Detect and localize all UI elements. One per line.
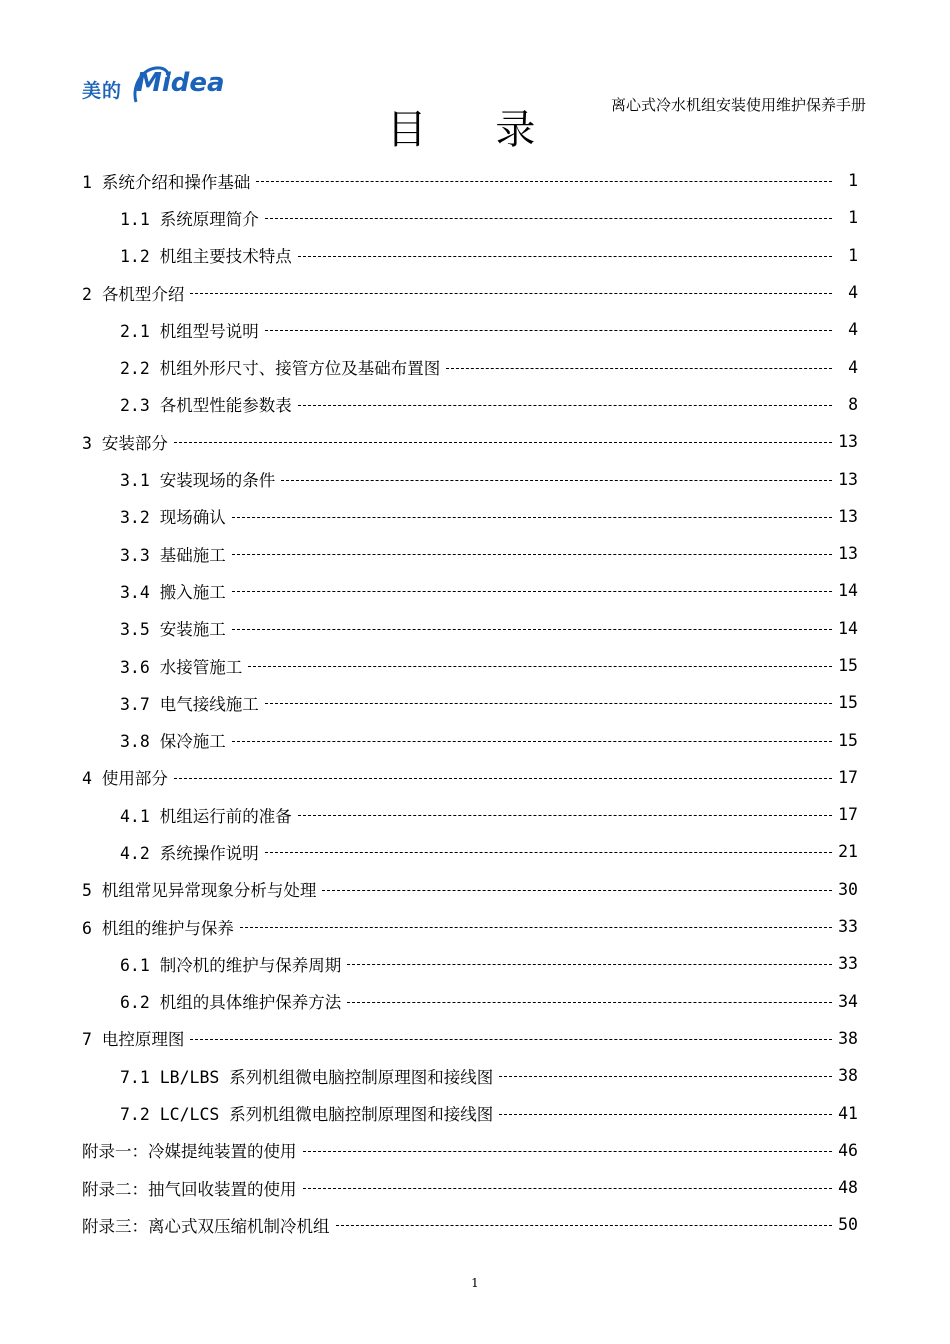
toc-leader-line — [190, 1039, 832, 1040]
toc-leader-line — [174, 778, 832, 779]
toc-entry[interactable] — [82, 274, 858, 311]
toc-entry[interactable] — [82, 1206, 858, 1243]
toc-entry-page: 15 — [838, 693, 858, 713]
toc-entry-page: 33 — [838, 917, 858, 937]
toc-leader-line — [298, 405, 832, 406]
toc-entry-title: 6 机组的维护与保养 — [82, 918, 234, 938]
toc-entry[interactable] — [82, 237, 858, 274]
toc-leader-line — [232, 591, 832, 592]
toc-entry-page: 4 — [848, 357, 858, 377]
toc-entry-title: 6.2 机组的具体维护保养方法 — [120, 993, 342, 1013]
toc-entry-page: 33 — [838, 954, 858, 974]
toc-leader-line — [232, 741, 832, 742]
toc-entry-title: 3.4 搬入施工 — [120, 582, 226, 602]
toc-entry-title: 3.6 水接管施工 — [120, 657, 243, 677]
toc-leader-line — [240, 927, 832, 928]
toc-entry-page: 17 — [838, 767, 858, 787]
toc-entry-title: 7 电控原理图 — [82, 1030, 185, 1050]
page-title: 目 录 — [386, 107, 564, 153]
logo-en-text: Midea — [136, 68, 225, 98]
toc-entry[interactable] — [82, 1169, 858, 1206]
toc-entry[interactable] — [82, 1020, 858, 1057]
table-of-contents — [82, 162, 858, 1244]
toc-entry-page: 13 — [838, 469, 858, 489]
toc-entry-page: 50 — [838, 1215, 858, 1235]
toc-leader-line — [281, 480, 832, 481]
toc-entry-page: 14 — [838, 581, 858, 601]
toc-entry[interactable] — [82, 908, 858, 945]
toc-leader-line — [232, 629, 832, 630]
toc-leader-line — [336, 1225, 833, 1226]
toc-entry-title: 1.1 系统原理简介 — [120, 209, 259, 229]
toc-leader-line — [232, 517, 832, 518]
toc-entry-page: 1 — [848, 245, 858, 265]
toc-leader-line — [303, 1151, 833, 1152]
toc-entry-page: 30 — [838, 879, 858, 899]
toc-entry[interactable] — [82, 311, 858, 348]
toc-entry[interactable] — [82, 684, 858, 721]
toc-entry-title: 附录三：离心式双压缩机制冷机组 — [82, 1216, 330, 1236]
toc-entry[interactable] — [82, 572, 858, 609]
toc-leader-line — [256, 181, 832, 182]
toc-entry-title: 3.3 基础施工 — [120, 545, 226, 565]
toc-entry-page: 1 — [848, 171, 858, 191]
toc-entry-page: 13 — [838, 506, 858, 526]
toc-entry[interactable] — [82, 1132, 858, 1169]
toc-entry-title: 4.2 系统操作说明 — [120, 843, 259, 863]
toc-leader-line — [248, 666, 832, 667]
toc-leader-line — [298, 256, 832, 257]
toc-entry-title: 3.1 安装现场的条件 — [120, 471, 276, 491]
toc-entry[interactable] — [82, 460, 858, 497]
toc-entry-title: 5 机组常见异常现象分析与处理 — [82, 881, 317, 901]
toc-entry-page: 46 — [838, 1140, 858, 1160]
toc-entry[interactable] — [82, 833, 858, 870]
toc-leader-line — [322, 890, 832, 891]
toc-entry-title: 7.1 LB/LBS 系列机组微电脑控制原理图和接线图 — [120, 1067, 494, 1087]
toc-entry-page: 15 — [838, 730, 858, 750]
toc-leader-line — [499, 1076, 832, 1077]
page-number: 1 — [471, 1276, 479, 1290]
toc-entry[interactable] — [82, 721, 858, 758]
toc-entry[interactable] — [82, 162, 858, 199]
toc-entry-page: 4 — [848, 320, 858, 340]
toc-entry-title: 4 使用部分 — [82, 769, 168, 789]
toc-entry-title: 1.2 机组主要技术特点 — [120, 247, 292, 267]
toc-entry-title: 附录二：抽气回收装置的使用 — [82, 1179, 297, 1199]
document-title: 离心式冷水机组安装使用维护保养手册 — [610, 96, 866, 114]
toc-leader-line — [298, 815, 832, 816]
toc-entry-title: 3.8 保冷施工 — [120, 732, 226, 752]
toc-entry[interactable] — [82, 199, 858, 236]
toc-entry[interactable] — [82, 498, 858, 535]
toc-entry[interactable] — [82, 610, 858, 647]
toc-leader-line — [232, 554, 832, 555]
toc-leader-line — [265, 218, 832, 219]
toc-entry-page: 1 — [848, 208, 858, 228]
toc-entry-title: 3.7 电气接线施工 — [120, 694, 259, 714]
toc-entry-page: 38 — [838, 1066, 858, 1086]
toc-leader-line — [446, 368, 832, 369]
toc-entry-title: 3.5 安装施工 — [120, 620, 226, 640]
toc-entry[interactable] — [82, 871, 858, 908]
toc-entry-page: 14 — [838, 618, 858, 638]
toc-entry[interactable] — [82, 983, 858, 1020]
toc-entry[interactable] — [82, 1094, 858, 1131]
toc-entry-title: 2 各机型介绍 — [82, 284, 185, 304]
toc-entry-page: 17 — [838, 805, 858, 825]
toc-entry-page: 8 — [848, 394, 858, 414]
toc-leader-line — [265, 852, 832, 853]
toc-entry[interactable] — [82, 1057, 858, 1094]
toc-entry-title: 2.3 各机型性能参数表 — [120, 396, 292, 416]
toc-leader-line — [347, 1002, 832, 1003]
toc-entry[interactable] — [82, 647, 858, 684]
toc-entry-title: 4.1 机组运行前的准备 — [120, 806, 292, 826]
toc-leader-line — [499, 1114, 832, 1115]
toc-entry-title: 附录一：冷媒提纯装置的使用 — [82, 1142, 297, 1162]
toc-entry-title: 7.2 LC/LCS 系列机组微电脑控制原理图和接线图 — [120, 1105, 494, 1125]
toc-leader-line — [347, 964, 832, 965]
toc-entry-page: 4 — [848, 283, 858, 303]
toc-entry[interactable] — [82, 796, 858, 833]
toc-entry[interactable] — [82, 759, 858, 796]
toc-entry-page: 13 — [838, 432, 858, 452]
toc-entry[interactable] — [82, 535, 858, 572]
toc-entry-title: 2.2 机组外形尺寸、接管方位及基础布置图 — [120, 359, 441, 379]
toc-entry-title: 3.2 现场确认 — [120, 508, 226, 528]
logo-cn-text: 美的 — [82, 80, 123, 102]
toc-entry-title: 6.1 制冷机的维护与保养周期 — [120, 955, 342, 975]
toc-entry-page: 21 — [838, 842, 858, 862]
toc-entry-page: 41 — [838, 1103, 858, 1123]
toc-leader-line — [174, 442, 832, 443]
toc-entry-page: 13 — [838, 544, 858, 564]
toc-entry-page: 15 — [838, 656, 858, 675]
toc-entry-title: 2.1 机组型号说明 — [120, 321, 259, 341]
toc-leader-line — [190, 293, 832, 294]
toc-leader-line — [265, 703, 832, 704]
toc-entry-title: 3 安装部分 — [82, 433, 168, 453]
toc-entry[interactable] — [82, 386, 858, 423]
toc-entry[interactable] — [82, 423, 858, 460]
toc-entry-title: 1 系统介绍和操作基础 — [82, 172, 251, 192]
toc-leader-line — [265, 330, 832, 331]
toc-entry[interactable] — [82, 945, 858, 982]
toc-entry-page: 38 — [838, 1028, 858, 1048]
toc-entry-page: 48 — [838, 1178, 858, 1198]
toc-entry-page: 34 — [838, 991, 858, 1011]
toc-leader-line — [303, 1188, 833, 1189]
toc-entry[interactable] — [82, 348, 858, 385]
